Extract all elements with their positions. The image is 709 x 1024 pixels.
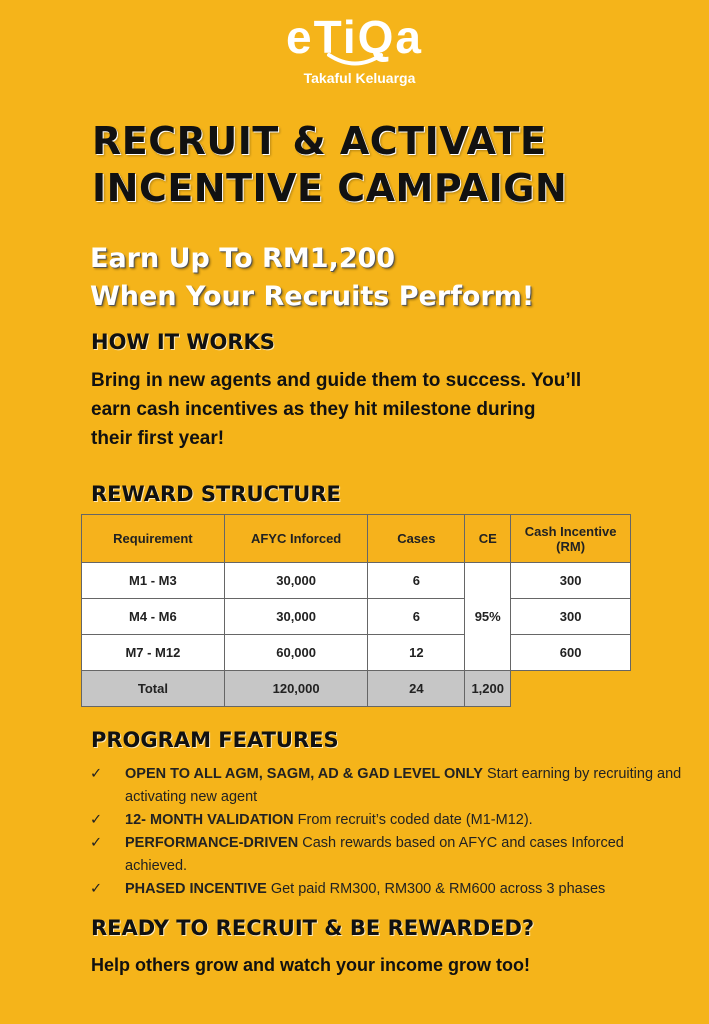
- cell-total-afyc: 120,000: [224, 671, 368, 707]
- feature-text: From recruit’s coded date (M1-M12).: [293, 812, 533, 828]
- col-header-requirement: Requirement: [82, 515, 225, 563]
- body-line-1: Bring in new agents and guide them to success. You’ll: [91, 370, 582, 391]
- check-icon: ✓: [90, 835, 103, 851]
- cell-afyc: 30,000: [224, 563, 368, 599]
- cell-total-cash: 1,200: [465, 671, 511, 707]
- cash-header-line-1: Cash Incentive: [524, 523, 617, 539]
- how-it-works-body: [91, 366, 651, 453]
- cell-requirement: M4 - M6: [82, 599, 225, 635]
- table-total-row: [82, 671, 631, 707]
- col-header-ce: CE: [465, 515, 511, 563]
- campaign-headline: [92, 118, 692, 212]
- headline-line-1: RECRUIT & ACTIVATE: [92, 119, 547, 163]
- headline-line-2: INCENTIVE CAMPAIGN: [92, 166, 568, 210]
- cell-afyc: 60,000: [224, 635, 368, 671]
- cta-subtitle: Help others grow and watch your income grow too!: [91, 955, 531, 975]
- table-row: [82, 599, 631, 635]
- table-row: [82, 635, 631, 671]
- feature-text: Start earning by recruiting and activating new agent: [125, 766, 682, 805]
- logo-tagline: Takaful Keluarga: [303, 70, 416, 86]
- cell-cash: 300: [511, 599, 631, 635]
- cell-requirement: M1 - M3: [82, 563, 225, 599]
- cta-heading: READY TO RECRUIT & BE REWARDED?: [91, 916, 535, 940]
- subheadline-line-2: When Your Recruits Perform!: [90, 281, 535, 312]
- cell-cases: 6: [368, 599, 465, 635]
- reward-table: [81, 514, 631, 707]
- table-header-row: [82, 515, 631, 563]
- etiqa-logo: [0, 11, 709, 86]
- feature-title: PHASED INCENTIVE: [125, 881, 267, 897]
- col-header-afyc: AFYC Inforced: [224, 515, 368, 563]
- subheadline-line-1: Earn Up To RM1,200: [90, 243, 396, 274]
- check-icon: ✓: [90, 812, 103, 828]
- cell-total-cases: 24: [368, 671, 465, 707]
- feature-title: OPEN TO ALL AGM, SAGM, AD & GAD LEVEL ONLY: [125, 766, 483, 782]
- logo-wordmark: eTiQa: [286, 11, 423, 63]
- col-header-cash-incentive: [511, 515, 631, 563]
- check-icon: ✓: [90, 766, 103, 782]
- cell-requirement: M7 - M12: [82, 635, 225, 671]
- cell-afyc: 30,000: [224, 599, 368, 635]
- features-list: [88, 763, 688, 901]
- check-icon: ✓: [90, 881, 103, 897]
- feature-text: Cash rewards based on AFYC and cases Inforced achieved.: [125, 835, 624, 874]
- campaign-subheadline: [90, 240, 700, 316]
- cell-cash: 300: [511, 563, 631, 599]
- feature-text: Get paid RM300, RM300 & RM600 across 3 phases: [266, 881, 606, 897]
- feature-title: 12- MONTH VALIDATION: [125, 812, 294, 828]
- cell-cases: 6: [368, 563, 465, 599]
- program-features-heading: PROGRAM FEATURES: [91, 728, 339, 752]
- feature-title: PERFORMANCE-DRIVEN: [125, 835, 299, 851]
- list-item: [88, 763, 688, 809]
- list-item: [88, 809, 688, 832]
- cell-cases: 12: [368, 635, 465, 671]
- reward-structure-heading: REWARD STRUCTURE: [91, 482, 341, 506]
- list-item: [88, 832, 688, 878]
- col-header-cases: Cases: [368, 515, 465, 563]
- table-row: [82, 563, 631, 599]
- body-line-2: earn cash incentives as they hit milestone during: [91, 399, 536, 420]
- how-it-works-heading: HOW IT WORKS: [91, 330, 275, 354]
- list-item: [88, 878, 688, 901]
- cell-total-label: Total: [82, 671, 225, 707]
- cash-header-line-2: (RM): [556, 538, 586, 554]
- cell-ce: 95%: [465, 563, 511, 671]
- body-line-3: their first year!: [91, 428, 225, 449]
- cell-cash: 600: [511, 635, 631, 671]
